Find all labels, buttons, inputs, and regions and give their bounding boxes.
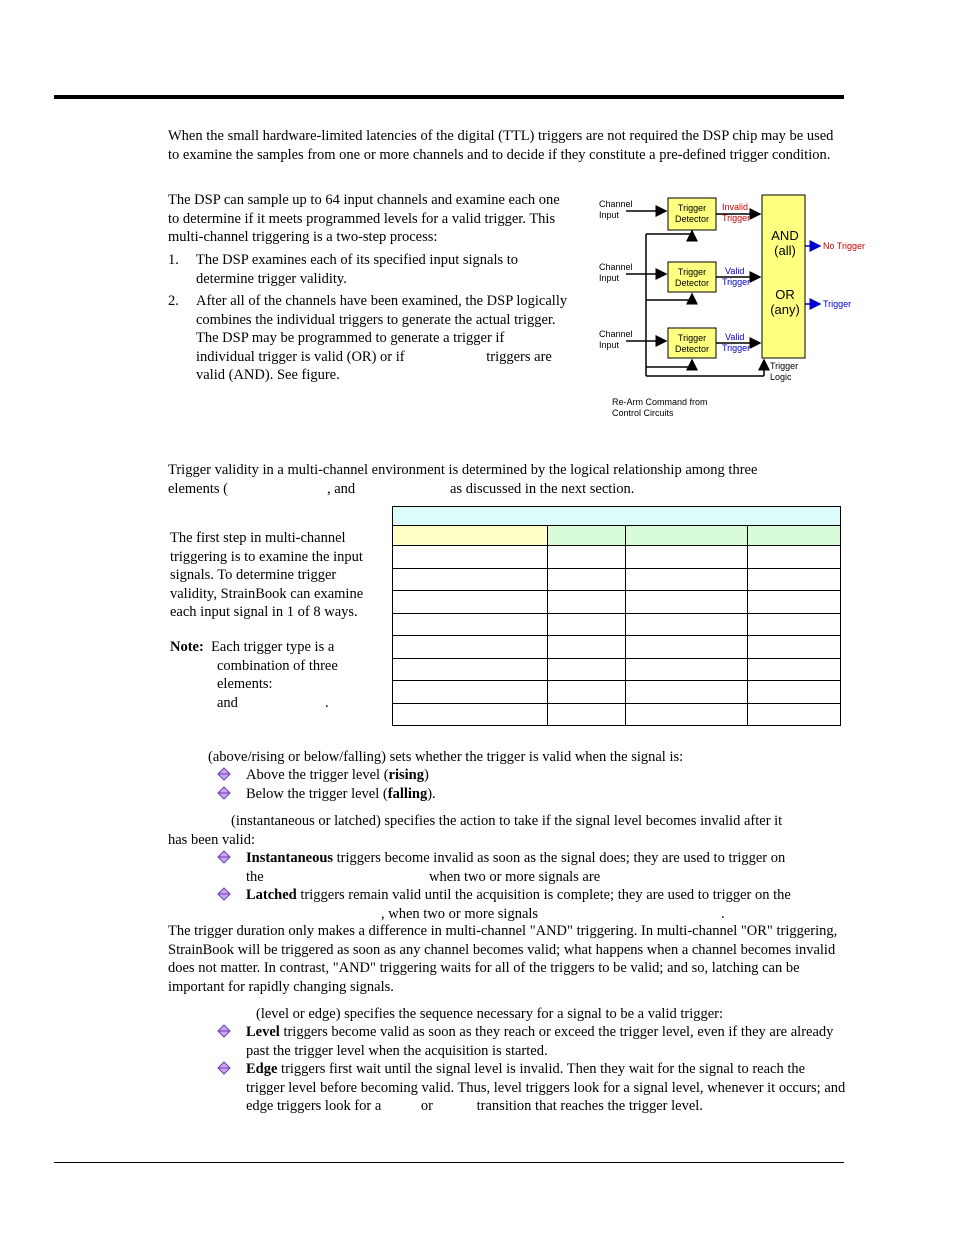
- validity-text-c: , and: [327, 480, 356, 497]
- falling-text: Below the trigger level (: [246, 786, 388, 802]
- channel-input-label-3: Channel Input: [599, 329, 633, 350]
- table-row: [393, 546, 841, 569]
- trigger-types-table: [392, 506, 841, 726]
- slope-bullet-rising: [246, 766, 429, 785]
- rising-text: Above the trigger level (: [246, 767, 389, 783]
- note-line-5: .: [325, 694, 329, 711]
- instantaneous-text-b: the: [246, 868, 264, 885]
- step-1-text: The DSP examines each of its specified input signals to determine trigger validity.: [196, 252, 519, 287]
- note-line-3: elements:: [217, 676, 273, 693]
- note-line-1: Each trigger type is a: [211, 639, 335, 655]
- step-1-number: 1.: [168, 252, 179, 268]
- validity-text-b: elements (: [168, 480, 228, 497]
- rising-label: rising: [388, 767, 424, 783]
- latched-text-b: , when two or more signals: [381, 905, 539, 922]
- table-row: [393, 658, 841, 681]
- intro-text: When the small hardware-limited latencies of the digital (TTL) triggers are not required the DSP chip may be used to examine the samples from one or more channels and to decide if they constitute a pre-defined trigger condition.: [168, 128, 834, 163]
- step-1: [168, 251, 568, 288]
- table-column-cell: [626, 526, 748, 546]
- latched-text-c: .: [721, 905, 725, 922]
- diamond-bullet-icon: [217, 767, 231, 781]
- falling-label: falling: [387, 786, 428, 802]
- note-line-4: and: [217, 694, 238, 711]
- latched-text-a: triggers remain valid until the acquisition is complete; they are used to trigger on the: [300, 887, 791, 903]
- bottom-rule: [54, 1162, 844, 1163]
- channel-input-label-1: Channel Input: [599, 199, 633, 220]
- duration-summary-text: The trigger duration only makes a difference in multi-channel "AND" triggering. In multi-channel "OR" triggering, StrainBook will be triggered as soon as any channel becomes valid; what happens when a channel becomes invalid does not matter. In contrast, "AND" triggering waits for all of the triggers to be valid; and so, latching can be important for rapidly changing signals.: [168, 923, 838, 995]
- and-label: AND (all): [771, 228, 799, 258]
- trigger-logic-box: [762, 195, 805, 358]
- diamond-bullet-icon: [217, 1061, 231, 1075]
- edge-text-b: or: [420, 1098, 434, 1115]
- trigger-detector-label-1: Trigger Detector: [674, 203, 710, 224]
- validity-text-d: as discussed in the next section.: [450, 480, 635, 497]
- intro-paragraph: [168, 127, 840, 164]
- level-item: [246, 1023, 846, 1060]
- step-2-text-b: individual trigger is valid (OR) or if: [196, 348, 405, 365]
- duration-text-b: has been valid:: [168, 832, 255, 848]
- level-text: triggers become valid as soon as they reach or exceed the trigger level, even if they are already past the trigger level when the acquisition is started.: [246, 1024, 834, 1059]
- note-label: Note:: [170, 639, 204, 655]
- edge-item: [246, 1060, 846, 1116]
- step-2: [168, 292, 570, 385]
- dsp-text: The DSP can sample up to 64 input channels and examine each one to determine if it meets programmed levels for a valid trigger. This multi-channel triggering is a two-step process:: [168, 192, 560, 246]
- table-row: [393, 591, 841, 614]
- instantaneous-text-a: triggers become invalid as soon as the signal does; they are used to trigger on: [336, 850, 786, 866]
- diamond-bullet-icon: [217, 850, 231, 864]
- table-row: [393, 613, 841, 636]
- table-row: [393, 681, 841, 704]
- table-column-row: [393, 526, 841, 546]
- instantaneous-label: Instantaneous: [246, 850, 334, 866]
- validity-text-a: Trigger validity in a multi-channel environment is determined by the logical relationship among three: [168, 462, 758, 478]
- dsp-paragraph: [168, 191, 568, 247]
- trigger-logic-diagram: [594, 190, 884, 425]
- first-step-paragraph: [170, 529, 382, 622]
- rising-close: ): [423, 767, 429, 783]
- valid-trigger-label-2: Valid Trigger: [722, 332, 751, 353]
- instantaneous-item: [246, 849, 846, 886]
- level-label: Level: [246, 1024, 280, 1040]
- table-column-cell: [393, 526, 548, 546]
- latched-item: [246, 886, 846, 923]
- trigger-detector-label-3: Trigger Detector: [674, 333, 710, 354]
- duration-text-a: (instantaneous or latched) specifies the action to take if the signal level becomes invalid after it: [231, 813, 783, 829]
- note-line-2: combination of three: [217, 657, 338, 674]
- trigger-detector-label-2: Trigger Detector: [674, 267, 710, 288]
- diamond-bullet-icon: [217, 1024, 231, 1038]
- edge-text-a: triggers first wait until the signal level is invalid. Then they wait for the signal to reach the trigger level before becoming valid. Thus, level triggers look for a signal level, whenever it occurs; and edge triggers look for a: [246, 1061, 846, 1115]
- slope-bullet-falling: [246, 785, 436, 804]
- rearm-label: Re-Arm Command from Control Circuits: [612, 397, 708, 418]
- slope-text: (above/rising or below/falling) sets whether the trigger is valid when the signal is:: [208, 749, 684, 765]
- step-2-body: [196, 292, 570, 385]
- no-trigger-label: No Trigger: [823, 241, 866, 251]
- table-column-cell: [548, 526, 626, 546]
- latched-label: Latched: [246, 887, 297, 903]
- invalid-trigger-label: Invalid Trigger: [722, 202, 751, 223]
- trigger-logic-label: Trigger Logic: [770, 361, 799, 382]
- diamond-bullet-icon: [217, 786, 231, 800]
- top-rule: [54, 95, 844, 99]
- diamond-bullet-icon: [217, 887, 231, 901]
- or-label: OR (any): [770, 287, 800, 317]
- edge-label: Edge: [246, 1061, 278, 1077]
- edge-text-c: transition that reaches the trigger level.: [476, 1098, 703, 1115]
- table-row: [393, 636, 841, 659]
- duration-summary: [168, 922, 840, 996]
- channel-input-label-2: Channel Input: [599, 262, 633, 283]
- table-header-row: [393, 507, 841, 526]
- trigger-output-label: Trigger: [823, 299, 852, 309]
- step-2-number: 2.: [168, 293, 179, 309]
- criteria-text: (level or edge) specifies the sequence necessary for a signal to be a valid trigger:: [256, 1006, 724, 1022]
- falling-close: ).: [427, 786, 436, 802]
- note-block: [170, 638, 382, 718]
- table-row: [393, 703, 841, 726]
- instantaneous-text-c: when two or more signals are: [429, 868, 601, 885]
- validity-paragraph: [168, 461, 848, 498]
- step-2-text-a: After all of the channels have been examined, the DSP logically combines the individual triggers to generate the actual trigger. The DSP may be programmed to generate a trigger if: [196, 293, 568, 347]
- table-header-cell: [393, 507, 841, 526]
- first-step-text: The first step in multi-channel triggering is to examine the input signals. To determine trigger validity, StrainBook can examine each input signal in 1 of 8 ways.: [170, 530, 364, 621]
- step-2-text-c: triggers are valid (AND). See figure.: [196, 348, 552, 384]
- table-row: [393, 568, 841, 591]
- valid-trigger-label-1: Valid Trigger: [722, 266, 751, 287]
- table-column-cell: [748, 526, 841, 546]
